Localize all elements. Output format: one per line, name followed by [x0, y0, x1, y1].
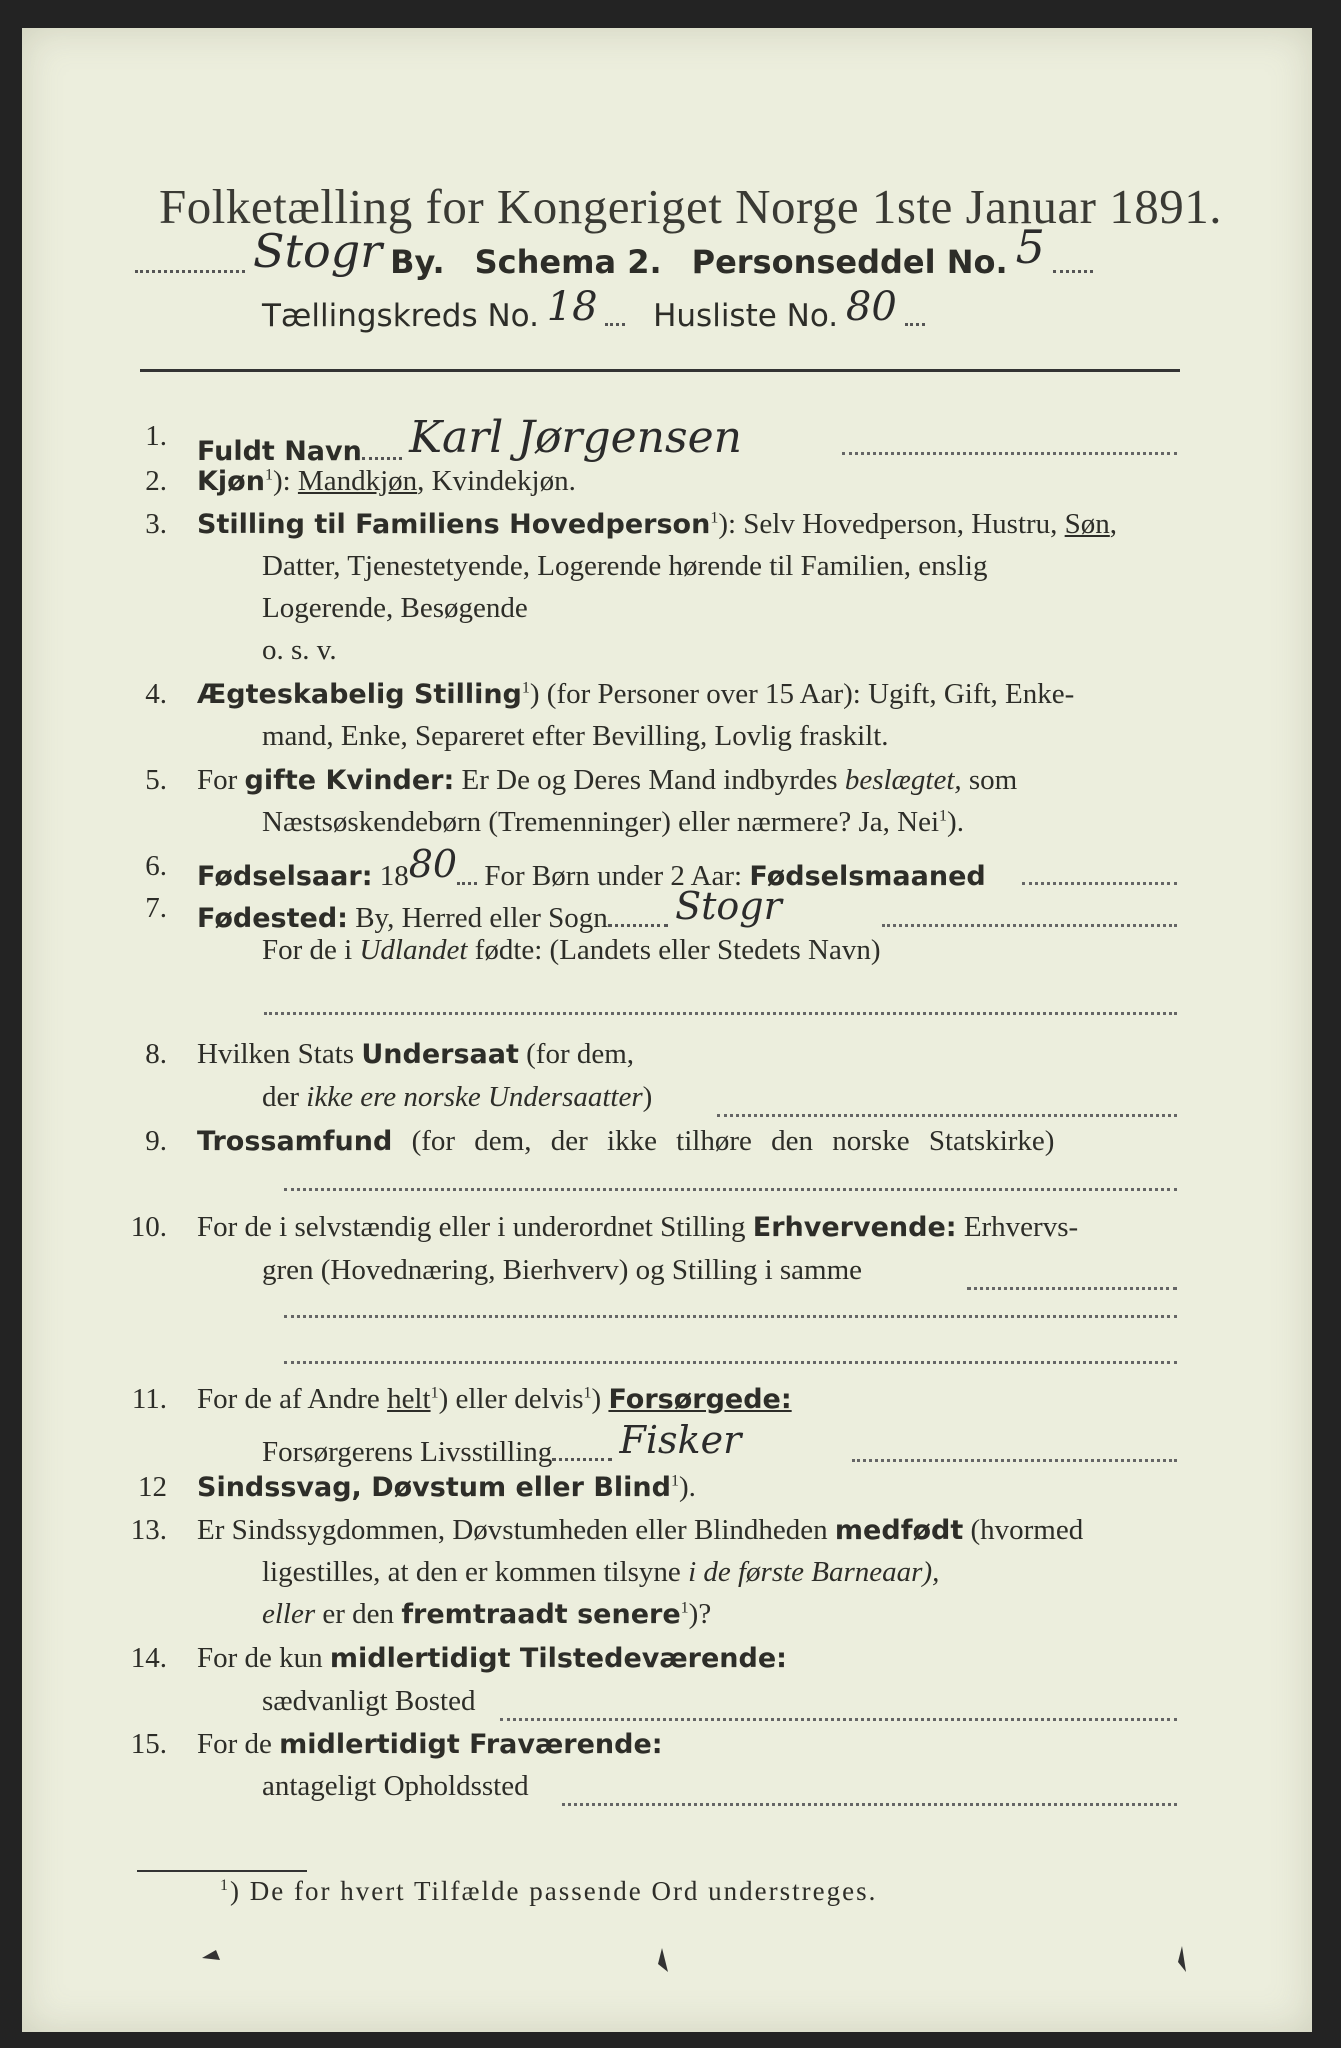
item-7-label: Fødested:: [197, 903, 348, 934]
item-7-line-1: [197, 884, 782, 936]
item-5-line-2-text: Næstsøskendebørn (Tremenninger) eller nærmere? Ja, Nei: [262, 806, 940, 838]
item-6-label-2: Fødselsmaaned: [749, 861, 986, 892]
item-10-line-1: [197, 1211, 1078, 1244]
provider-occupation-value: Fisker: [619, 1418, 742, 1462]
item-11-number: 11.: [131, 1383, 167, 1415]
item-11-line-1: [197, 1383, 792, 1416]
item-7-number: 7.: [145, 892, 167, 924]
item-15-line-1: [197, 1728, 663, 1761]
item-8-number: 8.: [145, 1038, 167, 1070]
speck-mark-2: [658, 1948, 668, 1972]
item-6-label: Fødselsaar:: [197, 861, 373, 892]
item-14-pre: For de kun: [197, 1642, 330, 1674]
item-12-sup: 1: [670, 1472, 679, 1490]
item-9-blank-line: [284, 1188, 1177, 1191]
item-4-line-2: mand, Enke, Separeret efter Bevilling, Lovlig fraskilt.: [262, 720, 889, 752]
item-10-dotline-3: [284, 1361, 1177, 1364]
item-7-text: By, Herred eller Sogn: [347, 902, 608, 934]
item-2-sup: 1: [264, 466, 273, 484]
header-rule: [140, 369, 1180, 372]
item-13-number: 13.: [130, 1514, 167, 1546]
item-14-label: midlertidigt Tilstedeværende:: [329, 1643, 787, 1674]
item-15-line-2: antageligt Opholdssted: [262, 1770, 529, 1802]
item-13-text: (hvormed: [963, 1514, 1084, 1546]
schema-label: Schema 2.: [474, 243, 662, 281]
item-6-number: 6.: [145, 850, 167, 882]
item-10-number: 10.: [130, 1211, 167, 1243]
mandkjon-underlined: Mandkjøn: [297, 465, 418, 497]
item-3-label: Stilling til Familiens Hovedperson: [197, 509, 711, 540]
item-8-line-2-pre: der: [262, 1081, 307, 1113]
item-3-line-3: Logerende, Besøgende: [262, 592, 528, 624]
kreds-number: 18: [546, 284, 598, 330]
item-13-line-2-pre: ligestilles, at den er kommen tilsyne: [262, 1556, 689, 1588]
item-5-pre: For: [197, 764, 245, 796]
item-11-dotline: [852, 1459, 1177, 1462]
item-11-mid-2: ): [591, 1383, 609, 1415]
item-5-text: Er De og Deres Mand indbyrdes: [454, 764, 845, 796]
item-5-line-1: [197, 764, 1017, 797]
item-10-pre: For de i selvstændig eller i underordnet Stilling: [197, 1211, 753, 1243]
item-10-dotline-1: [967, 1287, 1177, 1290]
header-by-line: [135, 220, 1093, 284]
birth-year-value: 80: [408, 842, 458, 886]
item-4-label: Ægteskabelig Stilling: [197, 679, 522, 710]
item-2-number: 2.: [145, 465, 167, 497]
item-7-dotline: [882, 924, 1177, 927]
item-2-row: [197, 465, 576, 498]
item-6-dotline: [1022, 882, 1177, 885]
item-5-line-2: [262, 806, 964, 839]
son-underlined: Søn: [1064, 508, 1110, 540]
item-13-line-3-bold: fremtraadt senere: [401, 1599, 681, 1630]
item-9-number: 9.: [145, 1125, 167, 1157]
item-11-mid: ) eller delvis: [438, 1383, 584, 1415]
item-4-text: ) (for Personer over 15 Aar): Ugift, Gift, Enke-: [529, 678, 1075, 710]
item-12-number: 12: [138, 1471, 167, 1503]
item-6-mid: For Børn under 2 Aar:: [477, 860, 750, 892]
item-2-label: Kjøn: [197, 466, 265, 497]
item-7-line-2-pre: For de i: [262, 934, 360, 966]
personseddel-number: 5: [1015, 220, 1045, 274]
item-11-pre: For de af Andre: [197, 1383, 388, 1415]
item-12-end: ).: [678, 1471, 696, 1503]
footnote-sup: 1: [220, 1877, 230, 1894]
item-10-line-2: gren (Hovednæring, Bierhverv) og Stilling i samme: [262, 1254, 863, 1286]
item-3-end: ,: [1109, 508, 1118, 540]
item-2-text-b: , Kvindekjøn.: [417, 465, 576, 497]
item-3-number: 3.: [145, 508, 167, 540]
item-13-label: medfødt: [834, 1515, 964, 1546]
item-5-end: som: [961, 764, 1018, 796]
item-14-number: 14.: [130, 1642, 167, 1674]
item-5-label: gifte Kvinder:: [244, 765, 455, 796]
item-5-line-2-end: ).: [947, 806, 964, 838]
footnote-text: ) De for hvert Tilfælde passende Ord understreges.: [230, 1876, 878, 1906]
item-8-line-1: [197, 1038, 634, 1071]
item-9-row: [197, 1125, 1054, 1158]
paper-marks: [172, 1928, 1222, 1988]
item-5-sup: 1: [939, 807, 948, 825]
city-handwritten: Stogr: [253, 224, 383, 278]
item-3-sup: 1: [710, 509, 719, 527]
footnote: [220, 1876, 877, 1907]
item-7-line-2-italic: Udlandet: [359, 934, 468, 966]
full-name-value: Karl Jørgensen: [409, 412, 742, 463]
kreds-label: Tællingskreds No.: [262, 298, 539, 334]
item-11-line-2: [262, 1418, 742, 1470]
item-3-line-2: Datter, Tjenestetyende, Logerende hørende til Familien, enslig: [262, 550, 988, 582]
item-7-line-2: [262, 934, 881, 967]
item-8-dotline: [717, 1114, 1177, 1117]
form-title: Folketælling for Kongeriget Norge 1ste Januar 1891.: [159, 179, 1222, 234]
item-14-line-1: [197, 1642, 787, 1675]
item-10-label: Erhvervende:: [752, 1212, 957, 1243]
item-13-line-2-italic: i de første Barneaar),: [688, 1556, 940, 1588]
item-3-line-1: [197, 508, 1117, 541]
speck-mark-1: [202, 1950, 220, 1960]
item-3-line-4: o. s. v.: [262, 634, 337, 666]
item-13-line-1: [197, 1514, 1083, 1547]
item-1-label: Fuldt Navn: [197, 436, 362, 467]
item-3-text: ): Selv Hovedperson, Hustru,: [718, 508, 1065, 540]
item-6-row: [197, 842, 986, 894]
item-13-line-3-mid: er den: [315, 1598, 402, 1630]
item-8-text: (for dem,: [518, 1038, 635, 1070]
item-1-row: [197, 412, 742, 471]
item-12-row: [197, 1471, 696, 1504]
item-13-pre: Er Sindssygdommen, Døvstumheden eller Blindheden: [197, 1514, 835, 1546]
speck-mark-3: [1178, 1946, 1186, 1972]
header-kreds-line: [262, 284, 925, 336]
husliste-label: Husliste No.: [653, 298, 839, 334]
item-12-label: Sindssvag, Døvstum eller Blind: [197, 1472, 671, 1503]
item-2-text-a: ):: [272, 465, 298, 497]
item-11-line-2-text: Forsørgerens Livsstilling: [262, 1436, 553, 1468]
item-15-number: 15.: [130, 1728, 167, 1760]
item-15-dotline: [562, 1803, 1177, 1806]
item-13-sup: 1: [680, 1599, 689, 1617]
item-7-line-2-rest: fødte: (Landets eller Stedets Navn): [467, 934, 881, 966]
item-4-line-1: [197, 678, 1074, 711]
item-1-number: 1.: [145, 420, 167, 452]
census-form-page: [22, 28, 1312, 2032]
item-1-dotline: [842, 452, 1177, 455]
item-13-line-3: [262, 1598, 711, 1631]
item-13-line-3-end: )?: [688, 1598, 712, 1630]
personseddel-label: Personseddel No.: [691, 243, 1008, 281]
item-9-label: Trossamfund: [197, 1126, 393, 1157]
item-15-label: midlertidigt Fraværende:: [279, 1729, 663, 1760]
item-8-line-2-italic: ikke ere norske Undersaatter: [306, 1081, 643, 1113]
item-8-line-2: [262, 1081, 652, 1114]
item-13-line-3-italic: eller: [262, 1598, 316, 1630]
item-11-sup-2: 1: [583, 1384, 592, 1402]
item-5-italic: beslægtet,: [844, 764, 962, 796]
item-10-dotline-2: [284, 1315, 1177, 1318]
item-10-text: Erhvervs-: [956, 1211, 1079, 1243]
item-14-line-2: sædvanligt Bosted: [262, 1685, 476, 1717]
item-7-blank-line: [264, 1012, 1177, 1015]
item-9-text: (for dem, der ikke tilhøre den norske Statskirke): [392, 1125, 1055, 1157]
item-5-number: 5.: [145, 764, 167, 796]
item-15-pre: For de: [197, 1728, 280, 1760]
item-13-line-2: [262, 1556, 939, 1589]
item-4-number: 4.: [145, 678, 167, 710]
husliste-number: 80: [845, 284, 897, 330]
item-14-dotline: [500, 1718, 1177, 1721]
birth-year-prefix: 18: [372, 860, 409, 892]
item-4-sup: 1: [521, 679, 530, 697]
item-8-line-2-end: ): [642, 1081, 653, 1113]
item-11-sup: 1: [430, 1384, 439, 1402]
item-11-label: Forsørgede:: [608, 1384, 792, 1415]
birthplace-value: Stogr: [675, 884, 782, 928]
by-label: By.: [390, 243, 445, 281]
item-8-label: Undersaat: [361, 1039, 519, 1070]
footnote-rule: [137, 1870, 307, 1872]
helt-underlined: helt: [387, 1383, 431, 1415]
item-8-pre: Hvilken Stats: [197, 1038, 362, 1070]
